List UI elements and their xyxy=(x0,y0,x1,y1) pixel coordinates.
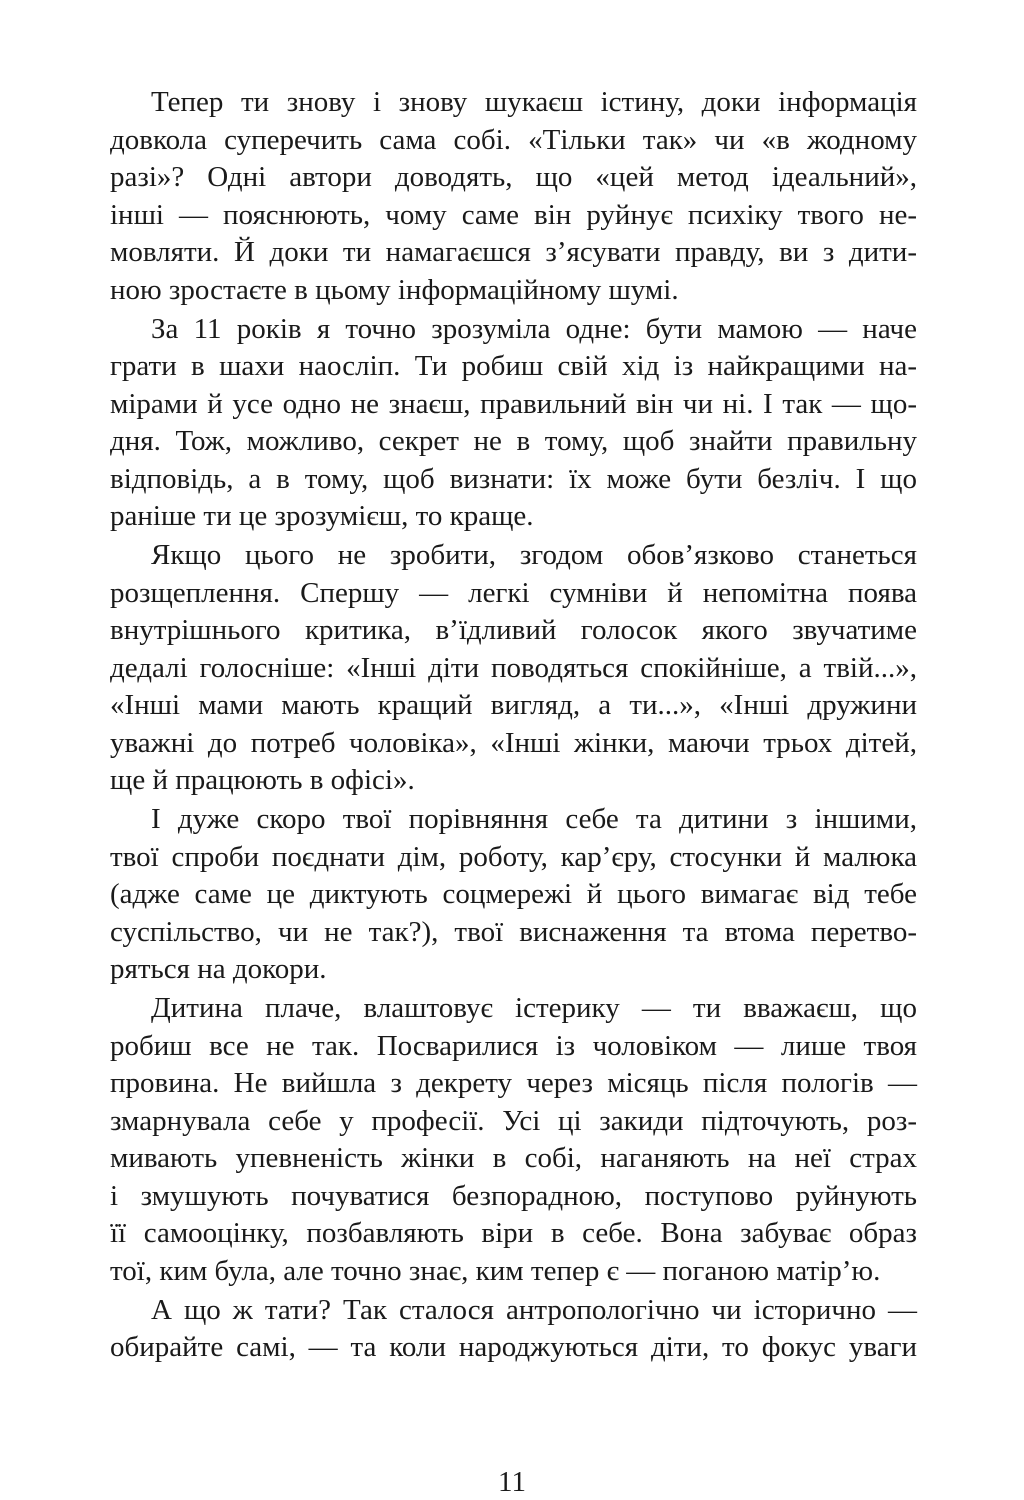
text-line: провина. Не вийшла з декрету через місяць після пологів — xyxy=(110,1067,917,1099)
text-line: відповідь, а в тому, щоб визнати: їх може бути безліч. І що xyxy=(110,462,917,495)
text-line: грати в шахи наосліп. Ти робиш свій хід із найкращими на- xyxy=(110,350,917,382)
text-line: ще й працюють в офісі». xyxy=(110,764,415,796)
text-line: суспільство, чи не так?), твої виснаження та втома перетво- xyxy=(110,915,917,948)
text-line: уважні до потреб чоловіка», «Інші жінки, маючи трьох дітей, xyxy=(110,726,917,759)
text-line: раніше ти це зрозумієш, то краще. xyxy=(110,500,534,532)
text-line: робиш все не так. Посварилися із чоловіком — лише твоя xyxy=(110,1029,917,1062)
text-line: і змушують почуватися безпорадною, поступово руйнують xyxy=(110,1179,917,1212)
page-body xyxy=(110,84,917,1367)
text-line: тої, ким була, але точно знає, ким тепер є — поганою матір’ю. xyxy=(110,1254,881,1287)
text-line: твої спроби поєднати дім, роботу, кар’єру, стосунки й малюка xyxy=(110,840,917,873)
page-number: 11 xyxy=(498,1466,526,1498)
text-line: ною зростаєте в цьому інформаційному шумі. xyxy=(110,273,679,306)
text-line: мивають упевненість жінки в собі, наганяють на неї страх xyxy=(110,1142,917,1174)
text-line: (адже саме це диктують соцмережі й цього вимагає від тебе xyxy=(110,878,917,910)
paragraph-1 xyxy=(110,84,917,309)
text-line: Якщо цього не зробити, згодом обов’язково станеться xyxy=(151,539,917,571)
text-line: дня. Тож, можливо, секрет не в тому, щоб знайти правильну xyxy=(110,425,917,457)
text-line: ряться на докори. xyxy=(110,953,327,985)
text-line: І дуже скоро твої порівняння себе та дитини з іншими, xyxy=(151,803,917,835)
text-line: А що ж тати? Так сталося антропологічно чи історично — xyxy=(151,1293,917,1326)
paragraph-3 xyxy=(110,537,917,800)
text-line: дедалі голосніше: «Інші діти поводяться спокійніше, а твій...», xyxy=(110,651,917,684)
text-line: інші — пояснюють, чому саме він руйнує психіку твого не- xyxy=(110,198,917,231)
text-line: мірами й усе одно не знаєш, правильний він чи ні. І так — що- xyxy=(110,387,917,420)
text-line: Тепер ти знову і знову шукаєш істину, доки інформація xyxy=(151,86,917,118)
text-line: змарнувала себе у професії. Усі ці закиди підточують, роз- xyxy=(110,1104,917,1137)
text-line: розщеплення. Спершу — легкі сумніви й непомітна поява xyxy=(110,576,917,609)
text-line: мовляти. Й доки ти намагаєшся з’ясувати правду, ви з дити- xyxy=(110,236,917,268)
paragraph-6 xyxy=(110,1292,917,1367)
text-line: Дитина плаче, влаштовує істерику — ти вважаєш, що xyxy=(151,992,917,1024)
paragraph-4 xyxy=(110,801,917,989)
text-line: обирайте самі, — та коли народжуються діти, то фокус уваги xyxy=(110,1331,917,1363)
text-line: внутрішнього критика, в’їдливий голосок якого звучатиме xyxy=(110,614,917,646)
paragraph-2 xyxy=(110,311,917,536)
text-line: «Інші мами мають кращий вигляд, а ти...», «Інші дружини xyxy=(110,689,917,721)
text-line: довкола суперечить сама собі. «Тільки так» чи «в жодному xyxy=(110,123,917,156)
text-line: її самооцінку, позбавляють віри в себе. Вона забуває образ xyxy=(110,1217,917,1249)
text-line: разі»? Одні автори доводять, що «цей метод ідеальний», xyxy=(110,161,917,193)
text-line: За 11 років я точно зрозуміла одне: бути мамою — наче xyxy=(151,312,917,345)
paragraph-5 xyxy=(110,990,917,1290)
